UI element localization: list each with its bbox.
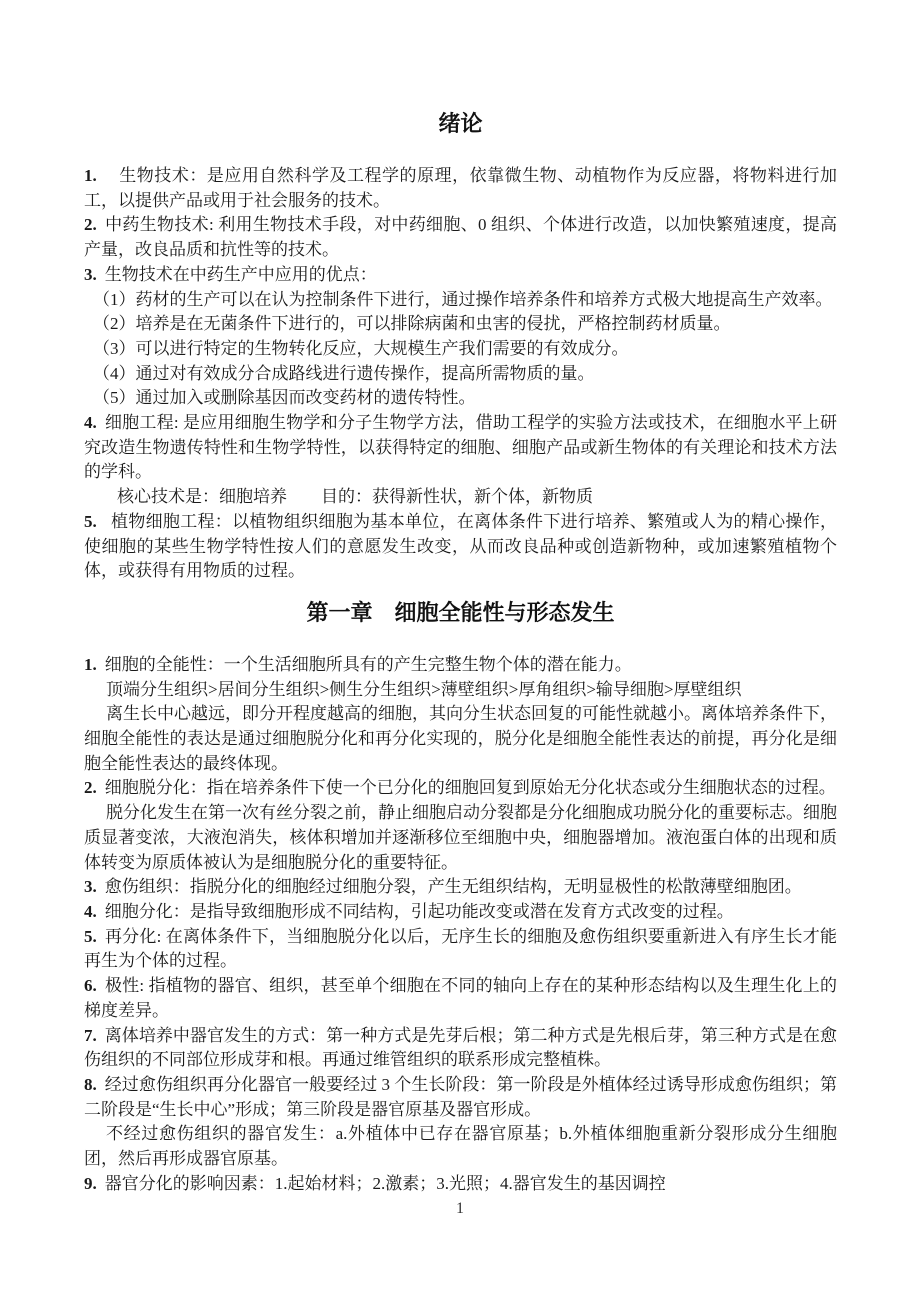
list-item [84, 653, 837, 678]
item-number: 5. [84, 926, 97, 946]
paragraph: 顶端分生组织>居间分生组织>侧生分生组织>薄壁组织>厚角组织>输导细胞>厚壁组织 [106, 679, 742, 699]
list-item [84, 776, 837, 801]
chapter-heading: 第一章 细胞全能性与形态发生 [306, 599, 615, 625]
item-text: 细胞分化：是指导致细胞形成不同结构，引起功能改变或潜在发育方式改变的过程。 [104, 901, 734, 921]
item-text: 细胞工程: 是应用细胞生物学和分子生物学方法，借助工程学的实验方法或技术，在细胞水平上研究改造生物遗传特性和生物学特性，以获得特定的细胞、细胞产品或新生物体的有关理论和技术方法的学科。 [84, 413, 837, 482]
item-number: 4. [84, 413, 97, 433]
item-number: 9. [84, 1173, 97, 1193]
item-text: 植物细胞工程：以植物组织细胞为基本单位，在离体条件下进行培养、繁殖或人为的精心操作，使细胞的某些生物学特性按人们的意愿发生改变，从而改良品种或创造新物种，或加速繁殖植物个体，或获得有用物质的过程。 [84, 511, 837, 581]
paragraph: 脱分化发生在第一次有丝分裂之前，静止细胞启动分裂都是分化细胞成功脱分化的重要标志。细胞质显著变浓，大液泡消失，核体积增加并逐渐移位至细胞中央，细胞器增加。液泡蛋白体的出现和质体转变为原质体被认为是细胞脱分化的重要特征。 [84, 803, 837, 872]
item-number: 3. [84, 264, 97, 284]
item-text: 离体培养中器官发生的方式：第一种方式是先芽后根；第二种方式是先根后芽，第三种方式是在愈伤组织的不同部位形成芽和根。再通过维管组织的联系形成完整植株。 [84, 1025, 837, 1070]
paragraph: 核心技术是：细胞培养 目的：获得新性状，新个体，新物质 [117, 487, 593, 507]
list-item [84, 925, 837, 974]
item-number: 8. [84, 1074, 97, 1094]
item-text: 生物技术在中药生产中应用的优点： [104, 264, 377, 284]
sub-item: （3）可以进行特定的生物转化反应，大规模生产我们需要的有效成分。 [93, 338, 629, 358]
item-number: 2. [84, 215, 97, 235]
document-content [84, 110, 837, 1196]
paragraph: 不经过愈伤组织的器官发生：a.外植体中已存在器官原基；b.外植体细胞重新分裂形成分生细胞团，然后再形成器官原基。 [84, 1124, 837, 1169]
section-title: 绪论 [438, 111, 483, 136]
item-text: 细胞的全能性：一个生活细胞所具有的产生完整生物个体的潜在能力。 [104, 654, 632, 674]
item-text: 生物技术：是应用自然科学及工程学的原理，依靠微生物、动植物作为反应器，将物料进行加工，以提供产品或用于社会服务的技术。 [84, 166, 837, 210]
list-item [84, 1073, 837, 1122]
list-item [84, 1024, 837, 1073]
page-number: 1 [456, 1200, 464, 1217]
item-text: 极性: 指植物的器官、组织，甚至单个细胞在不同的轴向上存在的某种形态结构以及生理生化上的梯度差异。 [84, 976, 837, 1020]
item-number: 5. [84, 511, 97, 531]
list-item [84, 875, 837, 900]
item-text: 愈伤组织：指脱分化的细胞经过细胞分裂，产生无组织结构，无明显极性的松散薄壁细胞团。 [104, 877, 802, 897]
list-item [84, 974, 837, 1023]
item-number: 3. [84, 877, 97, 897]
sub-item: （4）通过对有效成分合成路线进行遗传操作，提高所需物质的量。 [93, 363, 595, 383]
list-item [84, 213, 837, 262]
list-item [84, 263, 837, 288]
item-number: 1. [84, 166, 97, 185]
sub-item: （2）培养是在无菌条件下进行的，可以排除病菌和虫害的侵扰，严格控制药材质量。 [93, 314, 731, 334]
sub-item: （5）通过加入或删除基因而改变药材的遗传特性。 [93, 388, 476, 408]
list-item [84, 411, 837, 485]
item-text: 经过愈伤组织再分化器官一般要经过 3 个生长阶段：第一阶段是外植体经过诱导形成愈伤组织；第二阶段是“生长中心”形成；第三阶段是器官原基及器官形成。 [84, 1074, 837, 1119]
sub-item: （1）药材的生产可以在认为控制条件下进行，通过操作培养条件和培养方式极大地提高生产效率。 [93, 289, 833, 309]
item-text: 器官分化的影响因素：1.起始材料；2.激素；3.光照；4.器官发生的基因调控 [104, 1173, 666, 1193]
item-number: 2. [84, 778, 97, 798]
list-item [84, 510, 837, 584]
item-number: 6. [84, 976, 97, 996]
list-item [84, 900, 837, 925]
paragraph: 离生长中心越远，即分开程度越高的细胞，其向分生状态回复的可能性就越小。离体培养条件下，细胞全能性的表达是通过细胞脱分化和再分化实现的，脱分化是细胞全能性表达的前提，再分化是细胞全能性表达的最终体现。 [84, 704, 837, 773]
list-item [84, 164, 837, 213]
item-number: 4. [84, 901, 97, 921]
item-text: 中药生物技术: 利用生物技术手段，对中药细胞、0 组织、个体进行改造，以加快繁殖速度，提高产量，改良品质和抗性等的技术。 [84, 215, 837, 260]
item-text: 细胞脱分化：指在培养条件下使一个已分化的细胞回复到原始无分化状态或分生细胞状态的过程。 [104, 778, 836, 798]
item-text: 再分化: 在离体条件下，当细胞脱分化以后，无序生长的细胞及愈伤组织要重新进入有序生长才能再生为个体的过程。 [84, 926, 837, 971]
list-item [84, 1172, 837, 1197]
item-number: 1. [84, 654, 97, 674]
item-number: 7. [84, 1025, 97, 1045]
